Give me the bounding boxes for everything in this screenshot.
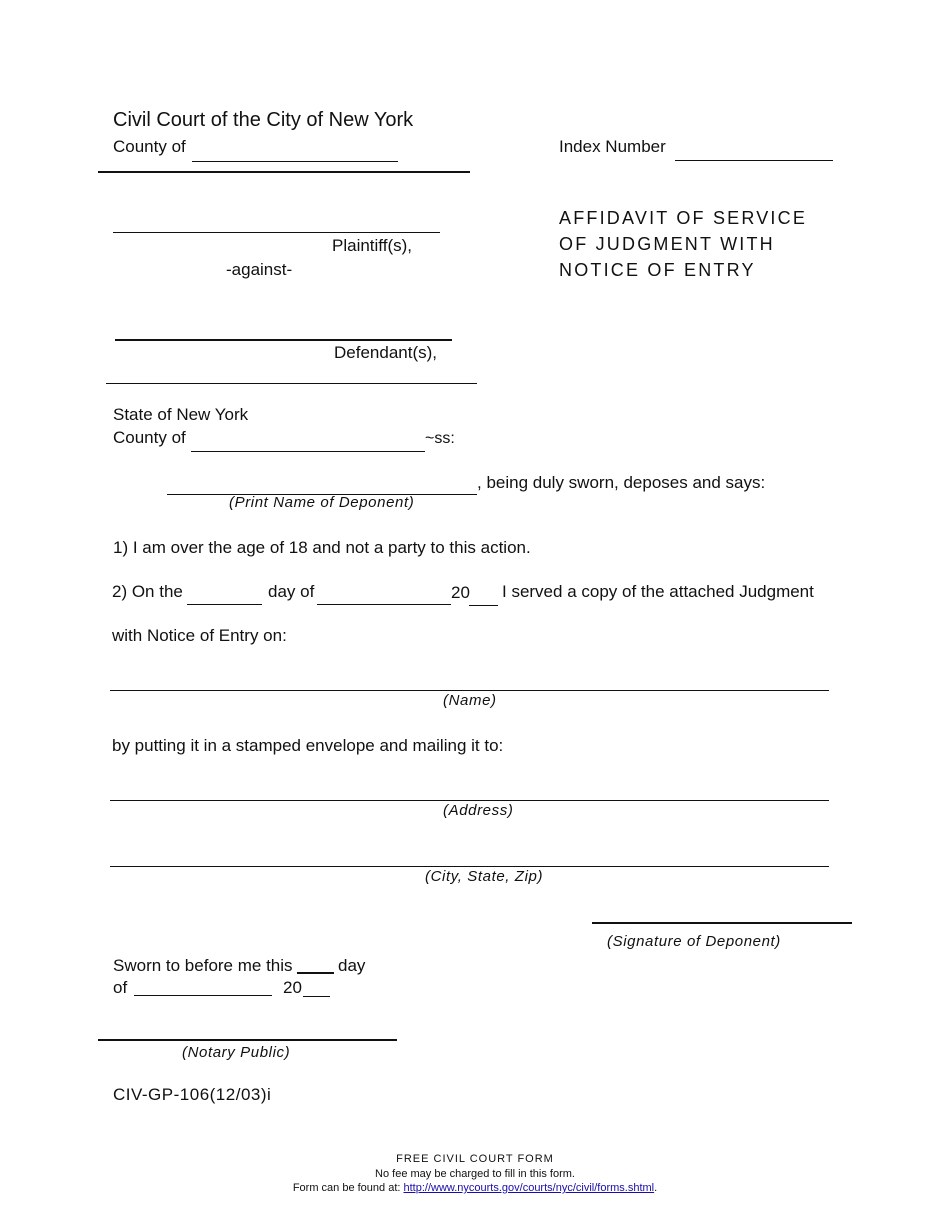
ss-label: ~ss:	[425, 430, 455, 447]
venue-county-label: County of	[113, 428, 186, 447]
notary-signature-field[interactable]	[98, 1039, 397, 1041]
jurat-day-field[interactable]	[297, 972, 334, 974]
sworn-statement: , being duly sworn, deposes and says:	[477, 473, 766, 492]
jurat-of-label: of	[113, 978, 128, 997]
footer-no-fee: No fee may be charged to fill in this form.	[375, 1168, 575, 1180]
city-state-zip-caption: (City, State, Zip)	[425, 868, 544, 885]
signature-caption: (Signature of Deponent)	[607, 933, 781, 950]
venue-state: State of New York	[113, 405, 249, 424]
print-name-caption: (Print Name of Deponent)	[229, 494, 415, 511]
item2-on-the: 2) On the	[112, 582, 183, 601]
statement-item-1: 1) I am over the age of 18 and not a party to this action.	[113, 538, 531, 557]
against-label: -against-	[226, 260, 293, 279]
footer-prefix: Form can be found at:	[292, 1182, 404, 1194]
jurat-year-field[interactable]	[303, 996, 330, 997]
venue-county-field[interactable]	[191, 451, 425, 452]
served-name-field[interactable]	[110, 690, 829, 691]
document-title-line2: OF JUDGMENT WITH	[559, 234, 775, 254]
mailing-statement: by putting it in a stamped envelope and mailing it to:	[112, 736, 504, 755]
item2-served: I served a copy of the attached Judgment	[502, 582, 814, 601]
plaintiff-field[interactable]	[113, 232, 440, 233]
index-number-field[interactable]	[675, 160, 833, 161]
county-label: County of	[113, 137, 186, 156]
header-rule	[98, 171, 470, 173]
name-caption: (Name)	[443, 692, 497, 709]
item2-year-prefix: 20	[451, 583, 470, 602]
signature-field[interactable]	[592, 922, 852, 924]
jurat-sworn-before: Sworn to before me this	[113, 956, 293, 975]
city-state-zip-field[interactable]	[110, 866, 829, 867]
address-caption: (Address)	[443, 802, 514, 819]
jurat-day-label: day	[338, 956, 366, 975]
caption-rule	[106, 383, 477, 384]
county-field[interactable]	[192, 161, 398, 162]
service-day-field[interactable]	[187, 604, 262, 605]
plaintiff-label: Plaintiff(s),	[332, 236, 412, 255]
defendant-field[interactable]	[115, 339, 452, 341]
jurat-month-field[interactable]	[134, 995, 272, 996]
court-name: Civil Court of the City of New York	[113, 109, 414, 131]
footer-suffix: .	[654, 1182, 658, 1194]
footer-free-form: FREE CIVIL COURT FORM	[396, 1153, 554, 1165]
defendant-label: Defendant(s),	[334, 343, 437, 362]
jurat-year-prefix: 20	[283, 978, 302, 997]
document-title-line3: NOTICE OF ENTRY	[559, 260, 756, 280]
document-title-line1: AFFIDAVIT OF SERVICE	[559, 208, 808, 228]
form-number: CIV-GP-106(12/03)i	[113, 1085, 272, 1104]
index-number-label: Index Number	[559, 137, 666, 156]
forms-url-link[interactable]: http://www.nycourts.gov/courts/nyc/civil/forms.shtml	[403, 1182, 655, 1194]
service-month-field[interactable]	[317, 604, 451, 605]
service-year-field[interactable]	[469, 605, 498, 606]
item2-day-of: day of	[268, 582, 315, 601]
footer-form-location	[0, 1182, 950, 1194]
item2-continuation: with Notice of Entry on:	[112, 626, 287, 645]
address-field[interactable]	[110, 800, 829, 801]
notary-caption: (Notary Public)	[182, 1044, 291, 1061]
